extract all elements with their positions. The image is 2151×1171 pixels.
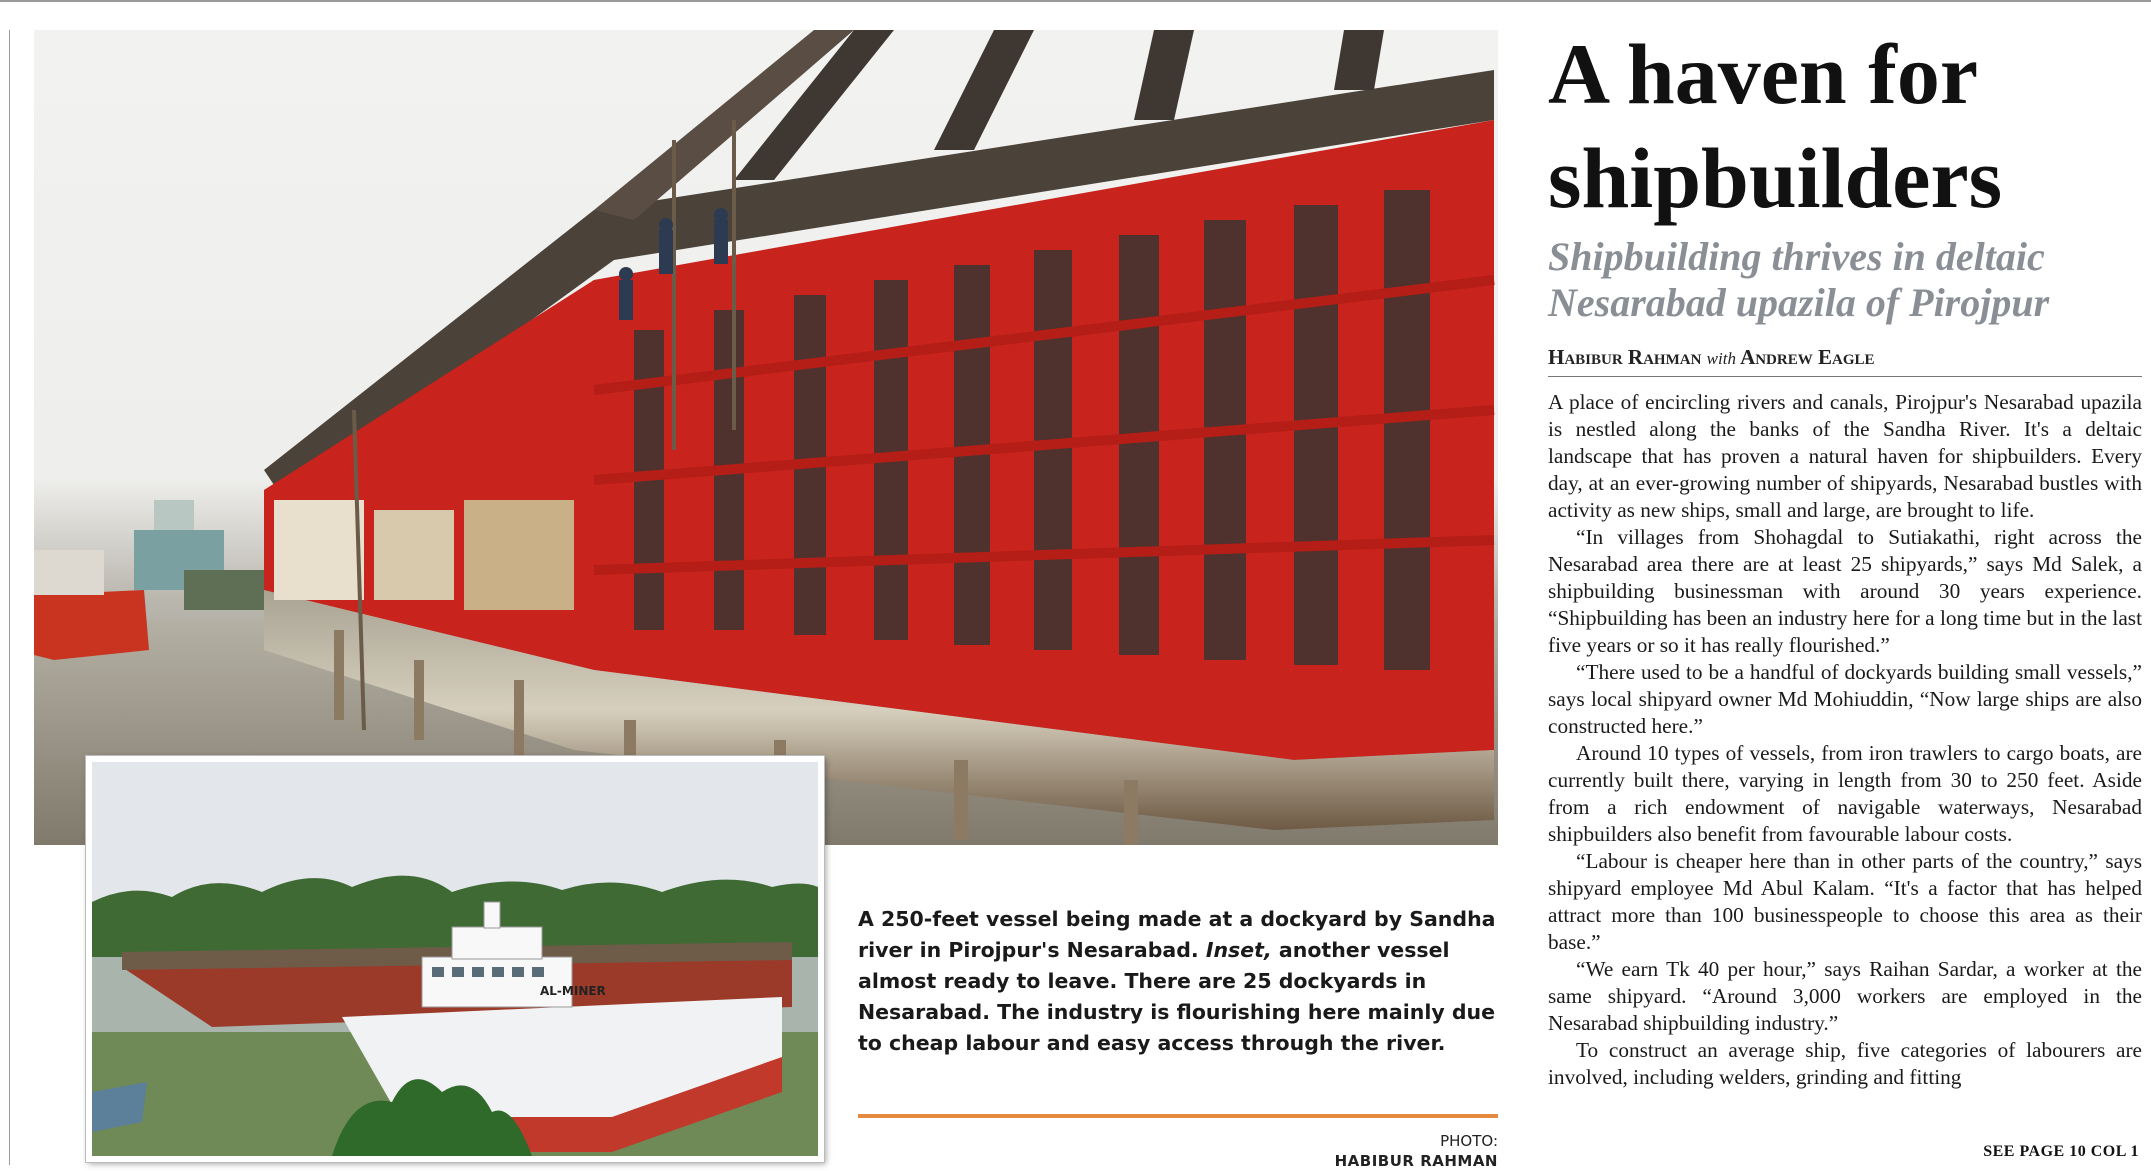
article-paragraph: “Labour is cheaper here than in other parts of the country,” says shipyard employee Md Abul Kalam. “It's a factor that has helped attract more than 100 businesspeople to choose this area as their base.”	[1548, 849, 2142, 954]
article-paragraph: “In villages from Shohagdal to Sutiakathi, right across the Nesarabad area there are at least 25 shipyards,” says Md Salek, a shipbuilding businessman with around 30 years experience. “Shipbuilding has been an industry here for a long time but in the last five years or so it has really flourished.”	[1548, 525, 2142, 657]
byline-rule	[1548, 376, 2142, 377]
caption-inset-word: Inset,	[1205, 938, 1272, 962]
article-paragraph: “We earn Tk 40 per hour,” says Raihan Sardar, a worker at the same shipyard. “Around 3,000 workers are employed in the Nesarabad shipbuilding industry.”	[1548, 957, 2142, 1035]
article-paragraph: A place of encircling rivers and canals, Pirojpur's Nesarabad upazila is nestled along the banks of the Sandha River. It's a deltaic landscape that has proven a natural haven for shipbuilders. Every day, at an ever-growing number of shipyards, Nesarabad bustles with activity as new ships, small and large, are brought to life.	[1548, 390, 2142, 522]
photo-credit-name: HABIBUR RAHMAN	[1334, 1152, 1498, 1170]
byline-with: with	[1706, 349, 1736, 368]
article-subheadline: Shipbuilding thrives in deltaic Nesarabad upazila of Pirojpur	[1548, 234, 2050, 325]
left-column-rule	[9, 30, 10, 1165]
article-paragraph: “There used to be a handful of dockyards building small vessels,” says local shipyard owner Md Mohiuddin, “Now large ships are also constructed here.”	[1548, 660, 2142, 738]
inset-photo-illustration	[92, 762, 818, 1156]
article-body	[1548, 389, 2142, 1091]
main-photo-shipyard	[34, 30, 1498, 845]
inset-photo-frame	[86, 756, 824, 1162]
photo-credit	[1335, 1131, 1498, 1171]
caption-inset-text: another vessel almost ready to leave. There are 25 dockyards in Nesarabad. The industry is flourishing here mainly due to cheap labour and easy access through the river.	[858, 938, 1496, 1055]
photo-caption	[858, 904, 1508, 1059]
photo-credit-label: PHOTO:	[1440, 1132, 1498, 1150]
inset-photo-vessel	[92, 762, 818, 1156]
main-photo-illustration	[34, 30, 1498, 845]
continuation-link[interactable]: SEE PAGE 10 COL 1	[1983, 1143, 2139, 1160]
inset-ship-name-label: AL-MINER	[540, 984, 606, 998]
byline-coauthor: Andrew Eagle	[1740, 345, 1875, 369]
caption-orange-rule	[858, 1114, 1498, 1118]
article-paragraph: Around 10 types of vessels, from iron trawlers to cargo boats, are currently built there, varying in length from 30 to 250 feet. Aside from a rich endowment of navigable waterways, Nesarabad shipbuilders also benefit from favourable labour costs.	[1548, 741, 2142, 846]
article-headline: A haven for shipbuilders	[1548, 26, 2003, 226]
byline-author: Habibur Rahman	[1548, 345, 1702, 369]
caption-main-text: A 250-feet vessel being made at a dockyard by Sandha river in Pirojpur's Nesarabad.	[858, 907, 1496, 962]
article-paragraph: To construct an average ship, five categories of labourers are involved, including welders, grinding and fitting	[1548, 1038, 2142, 1089]
top-rule	[0, 0, 2151, 2]
article-byline	[1548, 344, 2142, 372]
